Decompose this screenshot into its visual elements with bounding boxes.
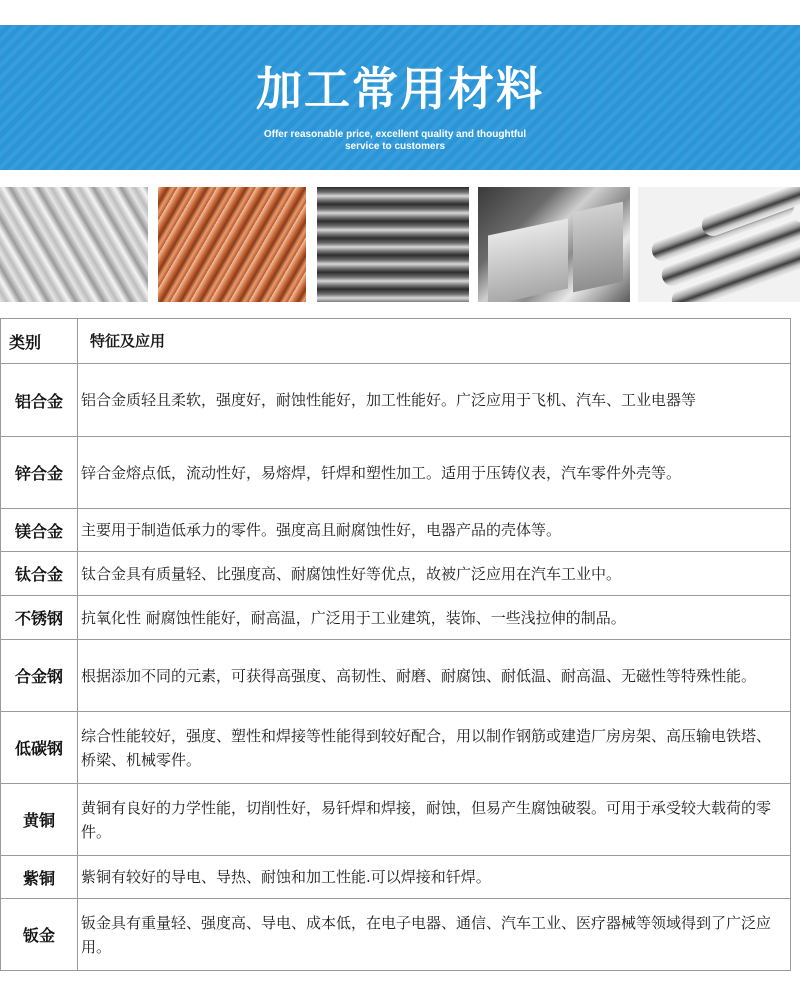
- copper-rods-photo: [158, 187, 306, 302]
- header-description: 特征及应用: [78, 319, 791, 364]
- table-row: [1, 552, 791, 596]
- row-description: 抗氧化性 耐腐蚀性能好，耐高温，广泛用于工业建筑，装饰、一些浅拉伸的制品。: [78, 596, 791, 640]
- row-description: 钣金具有重量轻、强度高、导电、成本低，在电子电器、通信、汽车工业、医疗器械等领域得到了广泛应用。: [78, 899, 791, 971]
- row-category: 铝合金: [1, 364, 78, 437]
- page-title: 加工常用材料: [256, 62, 544, 116]
- table-row: [1, 437, 791, 509]
- row-description: 铝合金质轻且柔软，强度好，耐蚀性能好，加工性能好。广泛应用于飞机、汽车、工业电器等: [78, 364, 791, 437]
- row-category: 低碳钢: [1, 712, 78, 784]
- row-category: 钣金: [1, 899, 78, 971]
- row-category: 不锈钢: [1, 596, 78, 640]
- aluminum-sheet-photo: [0, 187, 148, 302]
- steel-bars-photo: [317, 187, 469, 302]
- table-row: [1, 899, 791, 971]
- row-category: 合金钢: [1, 640, 78, 712]
- header-category: 类别: [1, 319, 78, 364]
- page-subtitle: [240, 129, 550, 153]
- row-description: 紫铜有较好的导电、导热、耐蚀和加工性能.可以焊接和钎焊。: [78, 856, 791, 899]
- table-row: [1, 640, 791, 712]
- table-row: [1, 596, 791, 640]
- row-description: 钛合金具有质量轻、比强度高、耐腐蚀性好等优点，故被广泛应用在汽车工业中。: [78, 552, 791, 596]
- table-row: [1, 784, 791, 856]
- table-row: [1, 364, 791, 437]
- subtitle-line-1: Offer reasonable price, excellent quality and thoughtful: [263, 129, 527, 140]
- table-header-row: [1, 319, 791, 364]
- material-photo-strip: [0, 187, 800, 302]
- row-category: 镁合金: [1, 509, 78, 552]
- row-description: 黄铜有良好的力学性能，切削性好，易钎焊和焊接，耐蚀，但易产生腐蚀破裂。可用于承受较大载荷的零件。: [78, 784, 791, 856]
- row-category: 锌合金: [1, 437, 78, 509]
- stainless-tubes-photo: [638, 187, 800, 302]
- hex-bars-photo: [478, 187, 630, 302]
- row-category: 紫铜: [1, 856, 78, 899]
- header-banner: [0, 25, 800, 170]
- row-category: 钛合金: [1, 552, 78, 596]
- row-description: 主要用于制造低承力的零件。强度高且耐腐蚀性好，电器产品的壳体等。: [78, 509, 791, 552]
- subtitle-line-2: service to customers: [344, 141, 446, 152]
- materials-table: [0, 318, 791, 971]
- row-description: 根据添加不同的元素，可获得高强度、高韧性、耐磨、耐腐蚀、耐低温、耐高温、无磁性等特殊性能。: [78, 640, 791, 712]
- table-row: [1, 856, 791, 899]
- table-row: [1, 712, 791, 784]
- row-description: 锌合金熔点低，流动性好，易熔焊，钎焊和塑性加工。适用于压铸仪表，汽车零件外壳等。: [78, 437, 791, 509]
- row-category: 黄铜: [1, 784, 78, 856]
- table-row: [1, 509, 791, 552]
- row-description: 综合性能较好，强度、塑性和焊接等性能得到较好配合，用以制作钢筋或建造厂房房架、高压输电铁塔、桥梁、机械零件。: [78, 712, 791, 784]
